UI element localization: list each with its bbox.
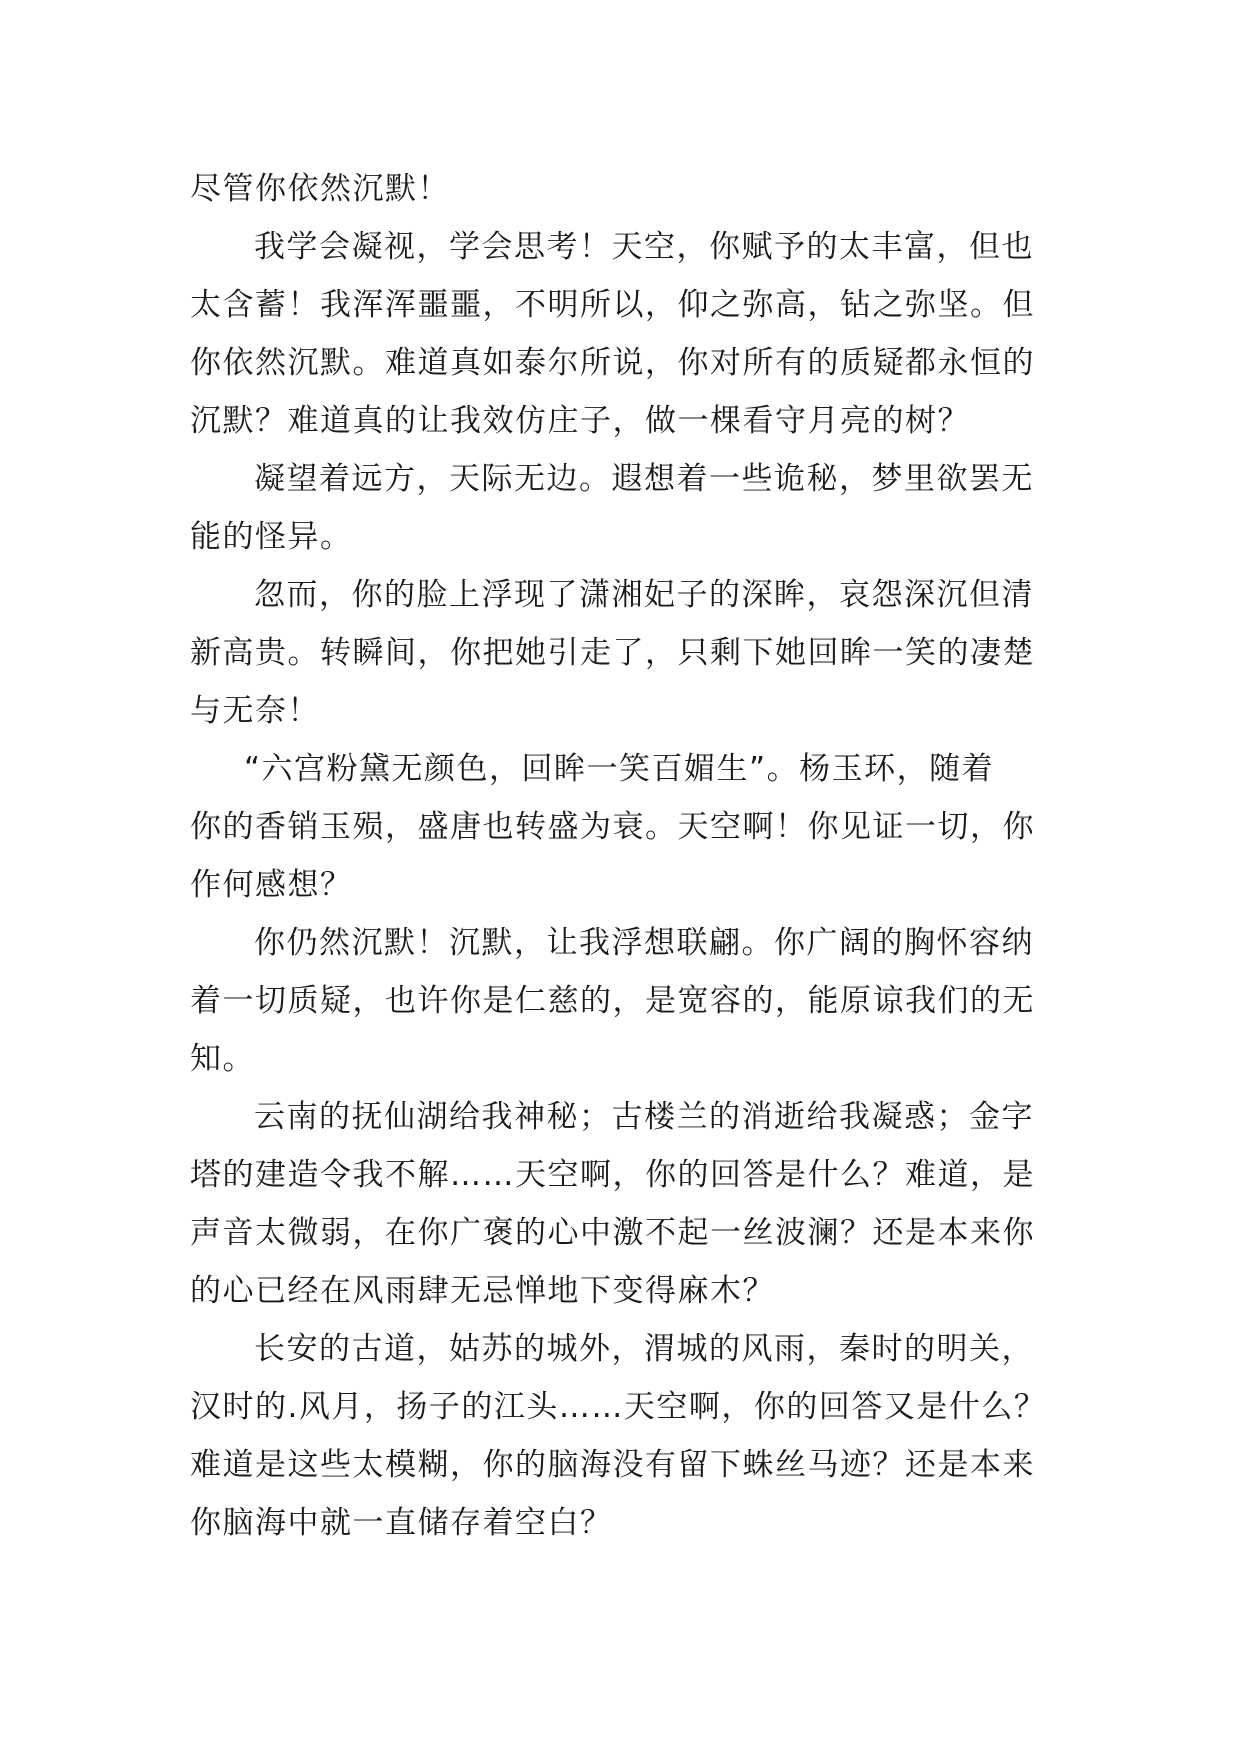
text-line: 着一切质疑，也许你是仁慈的，是宽容的，能原谅我们的无 — [190, 983, 1035, 1019]
text-line: 与无奈！ — [190, 693, 320, 729]
text-line: 长安的古道，姑苏的城外，渭城的风雨，秦时的明关， — [254, 1331, 1034, 1367]
document-body — [190, 160, 1056, 1552]
text-line: 声音太微弱，在你广褒的心中激不起一丝波澜？还是本来你 — [190, 1215, 1035, 1251]
paragraph-6 — [190, 914, 1056, 1088]
text-line: 沉默？难道真的让我效仿庄子，做一棵看守月亮的树？ — [190, 403, 970, 439]
text-line: 塔的建造令我不解……天空啊，你的回答是什么？难道，是 — [190, 1157, 1035, 1193]
text-line: 你仍然沉默！沉默，让我浮想联翩。你广阔的胸怀容纳 — [254, 925, 1034, 961]
paragraph-8 — [190, 1320, 1056, 1552]
paragraph-2 — [190, 218, 1056, 450]
text-line: 云南的抚仙湖给我神秘；古楼兰的消逝给我凝惑；金字 — [254, 1099, 1034, 1135]
text-line: 我学会凝视，学会思考！天空，你赋予的太丰富，但也 — [254, 229, 1034, 265]
text-line: 凝望着远方，天际无边。遐想着一些诡秘，梦里欲罢无 — [254, 461, 1034, 497]
paragraph-5 — [190, 740, 1056, 914]
text-line: 尽管你依然沉默！ — [190, 171, 450, 207]
paragraph-7 — [190, 1088, 1056, 1320]
text-line: 新高贵。转瞬间，你把她引走了，只剩下她回眸一笑的凄楚 — [190, 635, 1035, 671]
text-line: 你依然沉默。难道真如泰尔所说，你对所有的质疑都永恒的 — [190, 345, 1035, 381]
text-line: 汉时的.风月，扬子的江头……天空啊，你的回答又是什么？ — [190, 1389, 1047, 1425]
text-line: 忽而，你的脸上浮现了潇湘妃子的深眸，哀怨深沉但清 — [254, 577, 1034, 613]
text-line: 作何感想？ — [190, 867, 353, 903]
text-line: 你的香销玉殒，盛唐也转盛为衰。天空啊！你见证一切，你 — [190, 809, 1035, 845]
text-line: “六宫粉黛无颜色，回眸一笑百媚生”。杨玉环，随着 — [244, 751, 995, 787]
paragraph-1 — [190, 160, 1056, 218]
text-line: 知。 — [190, 1041, 255, 1077]
paragraph-3 — [190, 450, 1056, 566]
text-line: 能的怪异。 — [190, 519, 353, 555]
paragraph-4 — [190, 566, 1056, 740]
text-line: 难道是这些太模糊，你的脑海没有留下蛛丝马迹？还是本来 — [190, 1447, 1035, 1483]
text-line: 的心已经在风雨肆无忌惮地下变得麻木？ — [190, 1273, 775, 1309]
text-line: 你脑海中就一直储存着空白？ — [190, 1505, 613, 1541]
text-line: 太含蓄！我浑浑噩噩，不明所以，仰之弥高，钻之弥坚。但 — [190, 287, 1035, 323]
